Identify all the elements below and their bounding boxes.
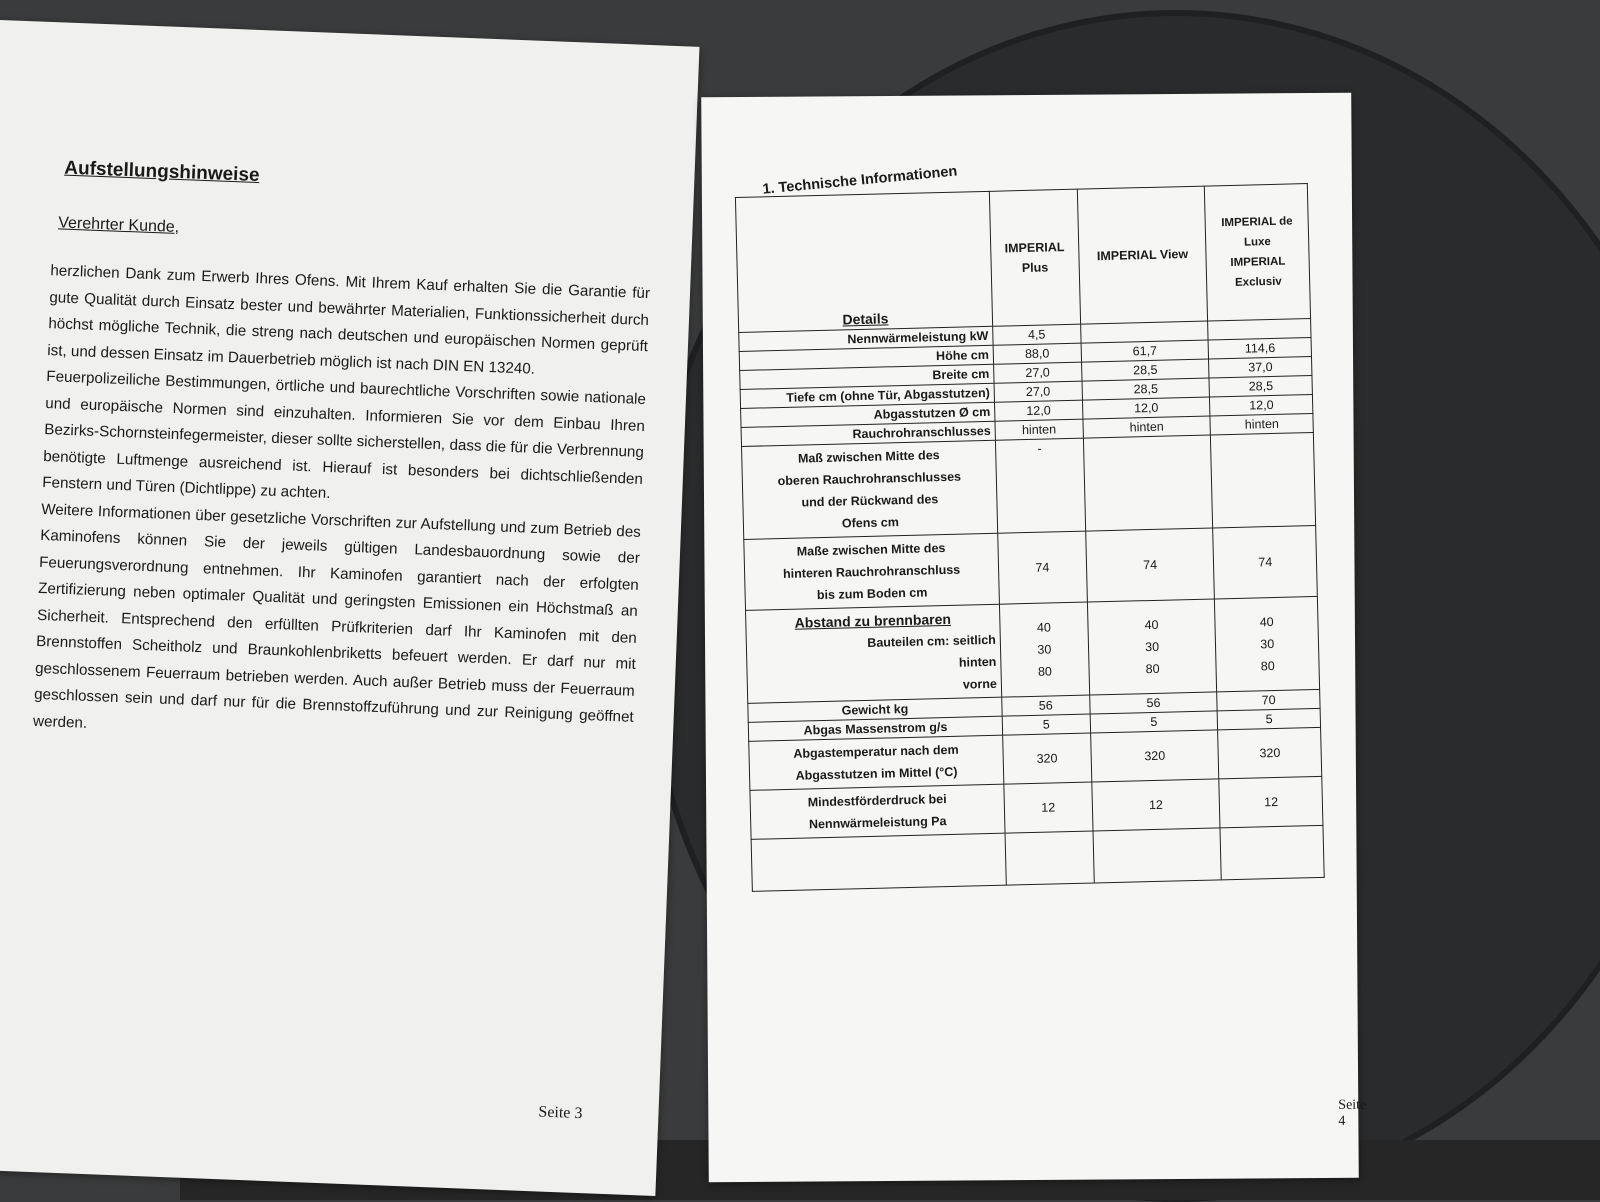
value-line: 80 xyxy=(1037,664,1053,679)
row-label xyxy=(750,784,1005,839)
column-header-plus xyxy=(989,189,1080,326)
cell-value: 320 xyxy=(1218,727,1322,778)
cell-value: 88,0 xyxy=(993,343,1081,364)
body-text xyxy=(33,258,651,758)
value-line: 40 xyxy=(1036,620,1051,635)
salutation: Verehrter Kunde, xyxy=(57,214,180,237)
cell-value: 320 xyxy=(1090,730,1219,782)
value-line: 30 xyxy=(1144,639,1160,655)
value-line: 80 xyxy=(1145,661,1160,677)
cell-value: 56 xyxy=(1002,695,1090,716)
cell-value: 5 xyxy=(1090,711,1218,733)
label-line: seitlich xyxy=(952,632,996,648)
header-line: Plus xyxy=(1021,260,1049,276)
header-line: IMPERIAL xyxy=(1004,240,1065,256)
cell-value: 12,0 xyxy=(1210,394,1313,415)
label-line: hinten xyxy=(958,654,997,670)
right-page xyxy=(701,93,1367,1183)
cell-value: 12,0 xyxy=(1082,397,1210,419)
value-line: 40 xyxy=(1144,617,1159,633)
table-header-row xyxy=(735,184,1310,333)
label-line: oberen Rauchrohranschlusses xyxy=(777,469,962,489)
cell-value: 12 xyxy=(1004,782,1093,833)
empty-cell xyxy=(1220,825,1324,879)
column-header-deluxe-exclusiv xyxy=(1205,184,1311,321)
cell-value: 12 xyxy=(1091,779,1220,831)
label-line: Ofens cm xyxy=(841,515,900,531)
label-line: Bauteilen cm: xyxy=(867,633,950,650)
empty-cell xyxy=(1005,831,1094,885)
label-line: vorne xyxy=(962,676,998,692)
row-label xyxy=(746,604,1002,703)
cell-value: 70 xyxy=(1217,689,1320,710)
row-label: Abgas Massenstrom g/s xyxy=(748,716,1002,741)
value-line: 80 xyxy=(1260,659,1275,674)
row-label: Tiefe cm (ohne Tür, Abgasstutzen) xyxy=(740,383,994,408)
label-line: Maß zwischen Mitte des xyxy=(797,448,940,466)
header-line: Exclusiv xyxy=(1234,275,1282,289)
cell-value xyxy=(1083,435,1213,531)
cell-value: 320 xyxy=(1003,733,1092,784)
paragraph: Feuerpolizeiliche Bestimmungen, örtliche und baurechtliche Vorschriften sowie nationale und europäische Normen sind einzuhalten. Informieren Sie vor dem Einbau Ihren Bezirks-Schornsteinfegermeister, dieser sollte sicherstellen, dass die für die Verbrennung benötigte Luftmenge ausreichend ist. Hierauf ist besonders bei dichtschließenden Fenstern und Türen (Dichtlippe) zu achten. xyxy=(41,368,647,503)
row-label: Rauchrohranschlusses xyxy=(741,421,995,446)
row-label: Gewicht kg xyxy=(748,697,1002,722)
cell-value: 61,7 xyxy=(1081,340,1209,362)
cell-value: - xyxy=(995,438,1085,533)
cell-value xyxy=(1211,432,1316,527)
cell-value: 114,6 xyxy=(1209,338,1312,359)
section-title: 1. Technische Informationen xyxy=(761,163,958,198)
empty-cell xyxy=(751,833,1006,891)
label-line: Abgastemperatur nach dem xyxy=(793,742,959,761)
cell-value: hinten xyxy=(1083,416,1211,438)
row-label xyxy=(742,440,998,539)
cell-value xyxy=(1215,596,1320,691)
column-header-view xyxy=(1077,186,1208,324)
cell-value: hinten xyxy=(1210,413,1313,434)
cell-value: 27,0 xyxy=(994,381,1082,402)
paragraph: Weitere Informationen über gesetzliche Vorschriften zur Aufstellung und zum Betrieb des Kaminofens können Sie der jeweils gültigen Landesbauordnung sowie der Feuerungsverordnung entnehmen. Ihr Kaminofen garantiert nach der erfolgten Zertifizierung neben optimaler Qualität und geringsten Emissionen ein Höchstmaß an Sicherheit. Entsprechend den erfüllten Prüfkriterien darf Ihr Kaminofen mit den Brennstoffen Scheitholz und Braunkohlenbriketts befeuert werden. Er darf nur mit geschlossenem Feuerraum betrieben werden. Auch außer Betrieb muss der Feuerraum geschlossen sein und darf nur für die Brennstoffzuführung und zur Reinigung geöffnet werden. xyxy=(32,500,642,732)
label-line: Abgasstutzen im Mittel (°C) xyxy=(795,764,958,783)
header-line: IMPERIAL View xyxy=(1096,246,1189,264)
cell-value: 12 xyxy=(1219,776,1323,827)
row-label: Höhe cm xyxy=(739,345,993,370)
cell-value: hinten xyxy=(995,419,1083,440)
row-label: Breite cm xyxy=(740,364,994,389)
cell-value: 5 xyxy=(1002,714,1090,735)
row-label: Abgasstutzen Ø cm xyxy=(741,402,995,427)
page-title: Aufstellungshinweise xyxy=(63,157,260,187)
page-number: Seite 3 xyxy=(538,1103,583,1123)
cell-value: 28,5 xyxy=(1082,378,1210,400)
cell-value: 4,5 xyxy=(993,324,1081,345)
cell-value: 74 xyxy=(1085,528,1215,602)
label-line: Mindestförderdruck bei xyxy=(807,792,947,810)
label-line: hinteren Rauchrohranschluss xyxy=(782,562,961,581)
table-row xyxy=(742,432,1316,539)
empty-cell xyxy=(1093,828,1222,883)
cell-value: 27,0 xyxy=(994,362,1082,383)
cell-value: 37,0 xyxy=(1209,357,1312,378)
value-line: 40 xyxy=(1259,615,1274,630)
technical-info-table xyxy=(735,183,1325,892)
cell-value xyxy=(1208,319,1311,340)
header-line: IMPERIAL xyxy=(1230,255,1286,269)
value-line: 30 xyxy=(1260,637,1275,652)
row-label xyxy=(744,533,1000,610)
cell-value: 12,0 xyxy=(995,400,1083,421)
label-line: Maße zwischen Mitte des xyxy=(796,541,946,559)
page-number: Seite 4 xyxy=(1338,1097,1367,1129)
cell-value: 56 xyxy=(1089,692,1217,714)
cell-value xyxy=(999,602,1089,697)
cell-value xyxy=(1087,599,1217,695)
row-label: Nennwärmeleistung kW xyxy=(739,326,993,351)
details-header: Details xyxy=(735,191,992,332)
label-line: bis zum Boden cm xyxy=(816,585,928,603)
abstand-heading: Abstand zu brennbaren xyxy=(794,610,952,631)
left-page xyxy=(0,20,699,1196)
cell-value: 28,5 xyxy=(1209,376,1312,397)
header-line: Luxe xyxy=(1243,235,1271,249)
cell-value: 28,5 xyxy=(1081,359,1209,381)
cell-value: 74 xyxy=(1213,525,1317,598)
value-line: 30 xyxy=(1037,642,1052,657)
cell-value: 5 xyxy=(1218,708,1321,729)
row-label xyxy=(749,735,1004,790)
label-line: und der Rückwand des xyxy=(801,492,939,510)
paragraph: herzlichen Dank zum Erwerb Ihres Ofens. Mit Ihrem Kauf erhalten Sie die Garantie für gute Qualität durch Einsatz bester und bewährter Materialien, Funktionssicherheit durch höchst mögliche Technik, die streng nach deutschen und europäischen Normen geprüft ist, und dessen Einsatz im Dauerbetrieb möglich ist nach DIN EN 13240. xyxy=(47,262,651,378)
table-row xyxy=(746,596,1320,703)
cell-value: 74 xyxy=(998,531,1087,604)
header-line: IMPERIAL de xyxy=(1221,215,1293,230)
label-line: Nennwärmeleistung Pa xyxy=(808,814,947,832)
